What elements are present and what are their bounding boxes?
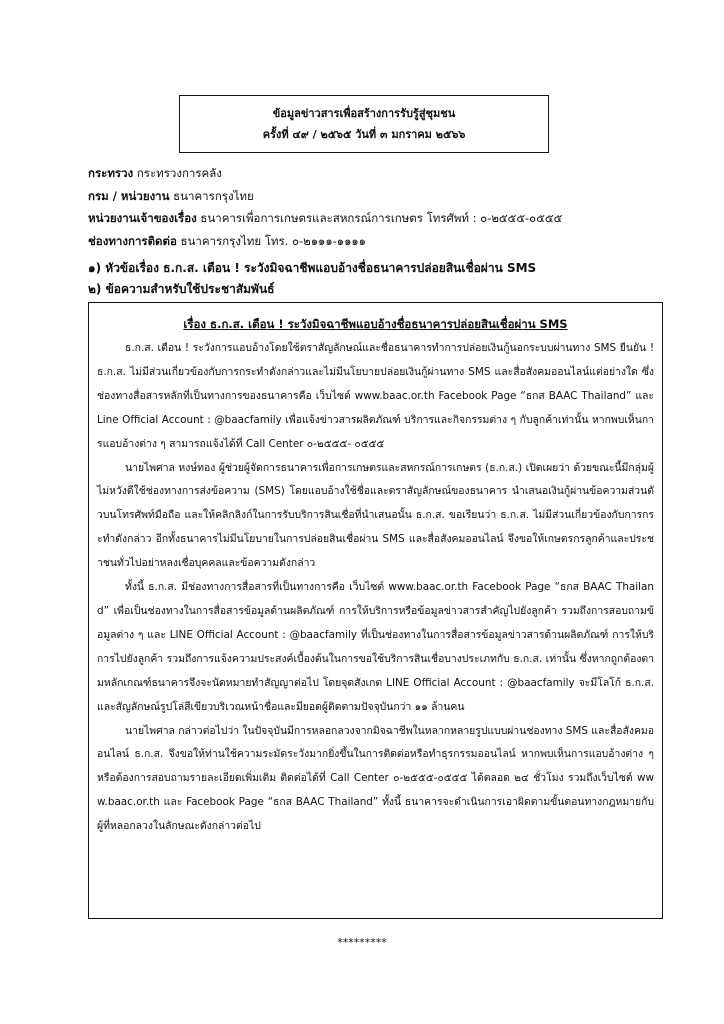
meta-contact-label: ช่องทางการติดต่อ	[88, 233, 177, 248]
document-header-box	[179, 95, 549, 153]
announcement-content-box	[88, 302, 663, 919]
meta-ministry-row	[88, 162, 648, 185]
meta-department-row	[88, 185, 648, 208]
document-topics	[88, 258, 648, 300]
topic-1: ๑) หัวข้อเรื่อง ธ.ก.ส. เตือน ! ระวังมิจฉาชีพแอบอ้างชื่อธนาคารปล่อยสินเชื่อผ่าน SMS	[88, 261, 537, 275]
meta-department-value: ธนาคารกรุงไทย	[173, 188, 254, 203]
announcement-paragraph-3: ทั้งนี้ ธ.ก.ส. มีช่องทางการสื่อสารที่เป็นทางการคือ เว็บไซต์ www.baac.or.th Facebook Page “ธกส BAAC Thailand” เพื่อเป็นช่องทางในการสื่อสารข้อมูลด้านผลิตภัณฑ์ การให้บริการหรือข้อมูลข่าวสารสำคัญไปยังลูกค้า รวมถึงการสอบถามข้อมูลต่าง ๆ และ LINE Official Account : @baacfamily ที่เป็นช่องทางในการสื่อสารข้อมูลข่าวสารด้านผลิตภัณฑ์ การให้บริการไปยังลูกค้า รวมถึงการแจ้งความประสงค์เบื้องต้นในการขอใช้บริการสินเชื่อบางประเภทกับ ธ.ก.ส. เท่านั้น ซึ่งหากถูกต้องตามหลักเกณฑ์ธนาคารจึงจะนัดหมายทำสัญญาต่อไป โดยจุดสังเกต LINE Official Account : @baacfamily จะมีโลโก้ ธ.ก.ส. และสัญลักษณ์รูปโล่สีเขียวบริเวณหน้าชื่อและมียอดผู้ติดตามปัจจุบันกว่า ๑๑ ล้านคน	[97, 581, 654, 713]
announcement-paragraph-1: ธ.ก.ส. เตือน ! ระวังการแอบอ้างโดยใช้ตราสัญลักษณ์และชื่อธนาคารทำการปล่อยเงินกู้นอกระบบผ่านทาง SMS ยืนยัน ! ธ.ก.ส. ไม่มีส่วนเกี่ยวข้องกับการกระทำดังกล่าวและไม่มีนโยบายปล่อยเงินกู้ผ่านทาง SMS และสื่อสังคมออนไลน์แต่อย่างใด ซึ่งช่องทางสื่อสารหลักที่เป็นทางการของธนาคารคือ เว็บไซต์ www.baac.or.th Facebook Page “ธกส BAAC Thailand” และ Line Official Account : @baacfamily เพื่อแจ้งข่าวสารผลิตภัณฑ์ บริการและกิจกรรมต่าง ๆ กับลูกค้าเท่านั้น หากพบเห็นการแอบอ้างต่าง ๆ สามารถแจ้งได้ที่ Call Center ๐-๒๕๕๕- ๐๕๕๕	[97, 342, 654, 450]
meta-owner-row	[88, 207, 648, 230]
meta-contact-row	[88, 230, 648, 253]
meta-ministry-label: กระทรวง	[88, 166, 134, 180]
meta-ministry-value: กระทรวงการคลัง	[136, 166, 222, 180]
meta-owner-value: ธนาคารเพื่อการเกษตรและสหกรณ์การเกษตร โทรศัพท์ : ๐-๒๕๕๕-๐๕๕๕	[200, 211, 563, 225]
announcement-paragraph-4: นายไพศาล กล่าวต่อไปว่า ในปัจจุบันมีการหลอกลวงจากมิจฉาชีพในหลากหลายรูปแบบผ่านช่องทาง SMS และสื่อสังคมออนไลน์ ธ.ก.ส. จึงขอให้ท่านใช้ความระมัดระวังมากยิ่งขึ้นในการติดต่อหรือทำธุรกรรมออนไลน์ หากพบเห็นการแอบอ้างต่าง ๆ หรือต้องการสอบถามรายละเอียดเพิ่มเติม ติดต่อได้ที่ Call Center ๐-๒๕๕๕-๐๕๕๕ ได้ตลอด ๒๔ ชั่วโมง รวมถึงเว็บไซต์ www.baac.or.th และ Facebook Page “ธกส BAAC Thailand” ทั้งนี้ ธนาคารจะดำเนินการเอาผิดตามขั้นตอนทางกฎหมายกับผู้ที่หลอกลวงในลักษณะดังกล่าวต่อไป	[97, 724, 654, 833]
header-title-line2: ครั้งที่ ๔๙ / ๒๕๖๕ วันที่ ๓ มกราคม ๒๕๖๖	[262, 128, 466, 141]
meta-contact-value: ธนาคารกรุงไทย โทร. ๐-๒๑๑๑-๑๑๑๑	[180, 233, 366, 248]
meta-department-label: กรม / หน่วยงาน	[88, 188, 170, 203]
header-title-line1: ข้อมูลข่าวสารเพื่อสร้างการรับรู้สู่ชุมชน	[272, 107, 456, 120]
announcement-paragraph-2: นายไพศาล หงษ์ทอง ผู้ช่วยผู้จัดการธนาคารเพื่อการเกษตรและสหกรณ์การเกษตร (ธ.ก.ส.) เปิดเผยว่า ด้วยขณะนี้มีกลุ่มผู้ไม่หวังดีใช้ช่องทางการส่งข้อความ (SMS) โดยแอบอ้างใช้ชื่อและตราสัญลักษณ์ของธนาคาร นำเสนอเงินกู้ผ่านข้อความส่วนตัวบนโทรศัพท์มือถือ และให้คลิกลิงก์ในการรับบริการสินเชื่อที่นำเสนอนั้น ธ.ก.ส. ขอเรียนว่า ธ.ก.ส. ไม่มีส่วนเกี่ยวข้องกับการกระทำดังกล่าว อีกทั้งธนาคารไม่มีนโยบายในการปล่อยสินเชื่อผ่าน SMS และสื่อสังคมออนไลน์ จึงขอให้เกษตรกรลูกค้าและประชาชนทั่วไปอย่าหลงเชื่อบุคคลและข้อความดังกล่าว	[97, 461, 654, 570]
meta-owner-label: หน่วยงานเจ้าของเรื่อง	[88, 211, 197, 225]
document-meta	[88, 162, 648, 252]
topic-2: ๒) ข้อความสำหรับใช้ประชาสัมพันธ์	[88, 282, 275, 296]
document-end-mark: *********	[337, 936, 387, 949]
announcement-title: เรื่อง ธ.ก.ส. เตือน ! ระวังมิจฉาชีพแอบอ้างชื่อธนาคารปล่อยสินเชื่อผ่าน SMS	[183, 317, 568, 331]
